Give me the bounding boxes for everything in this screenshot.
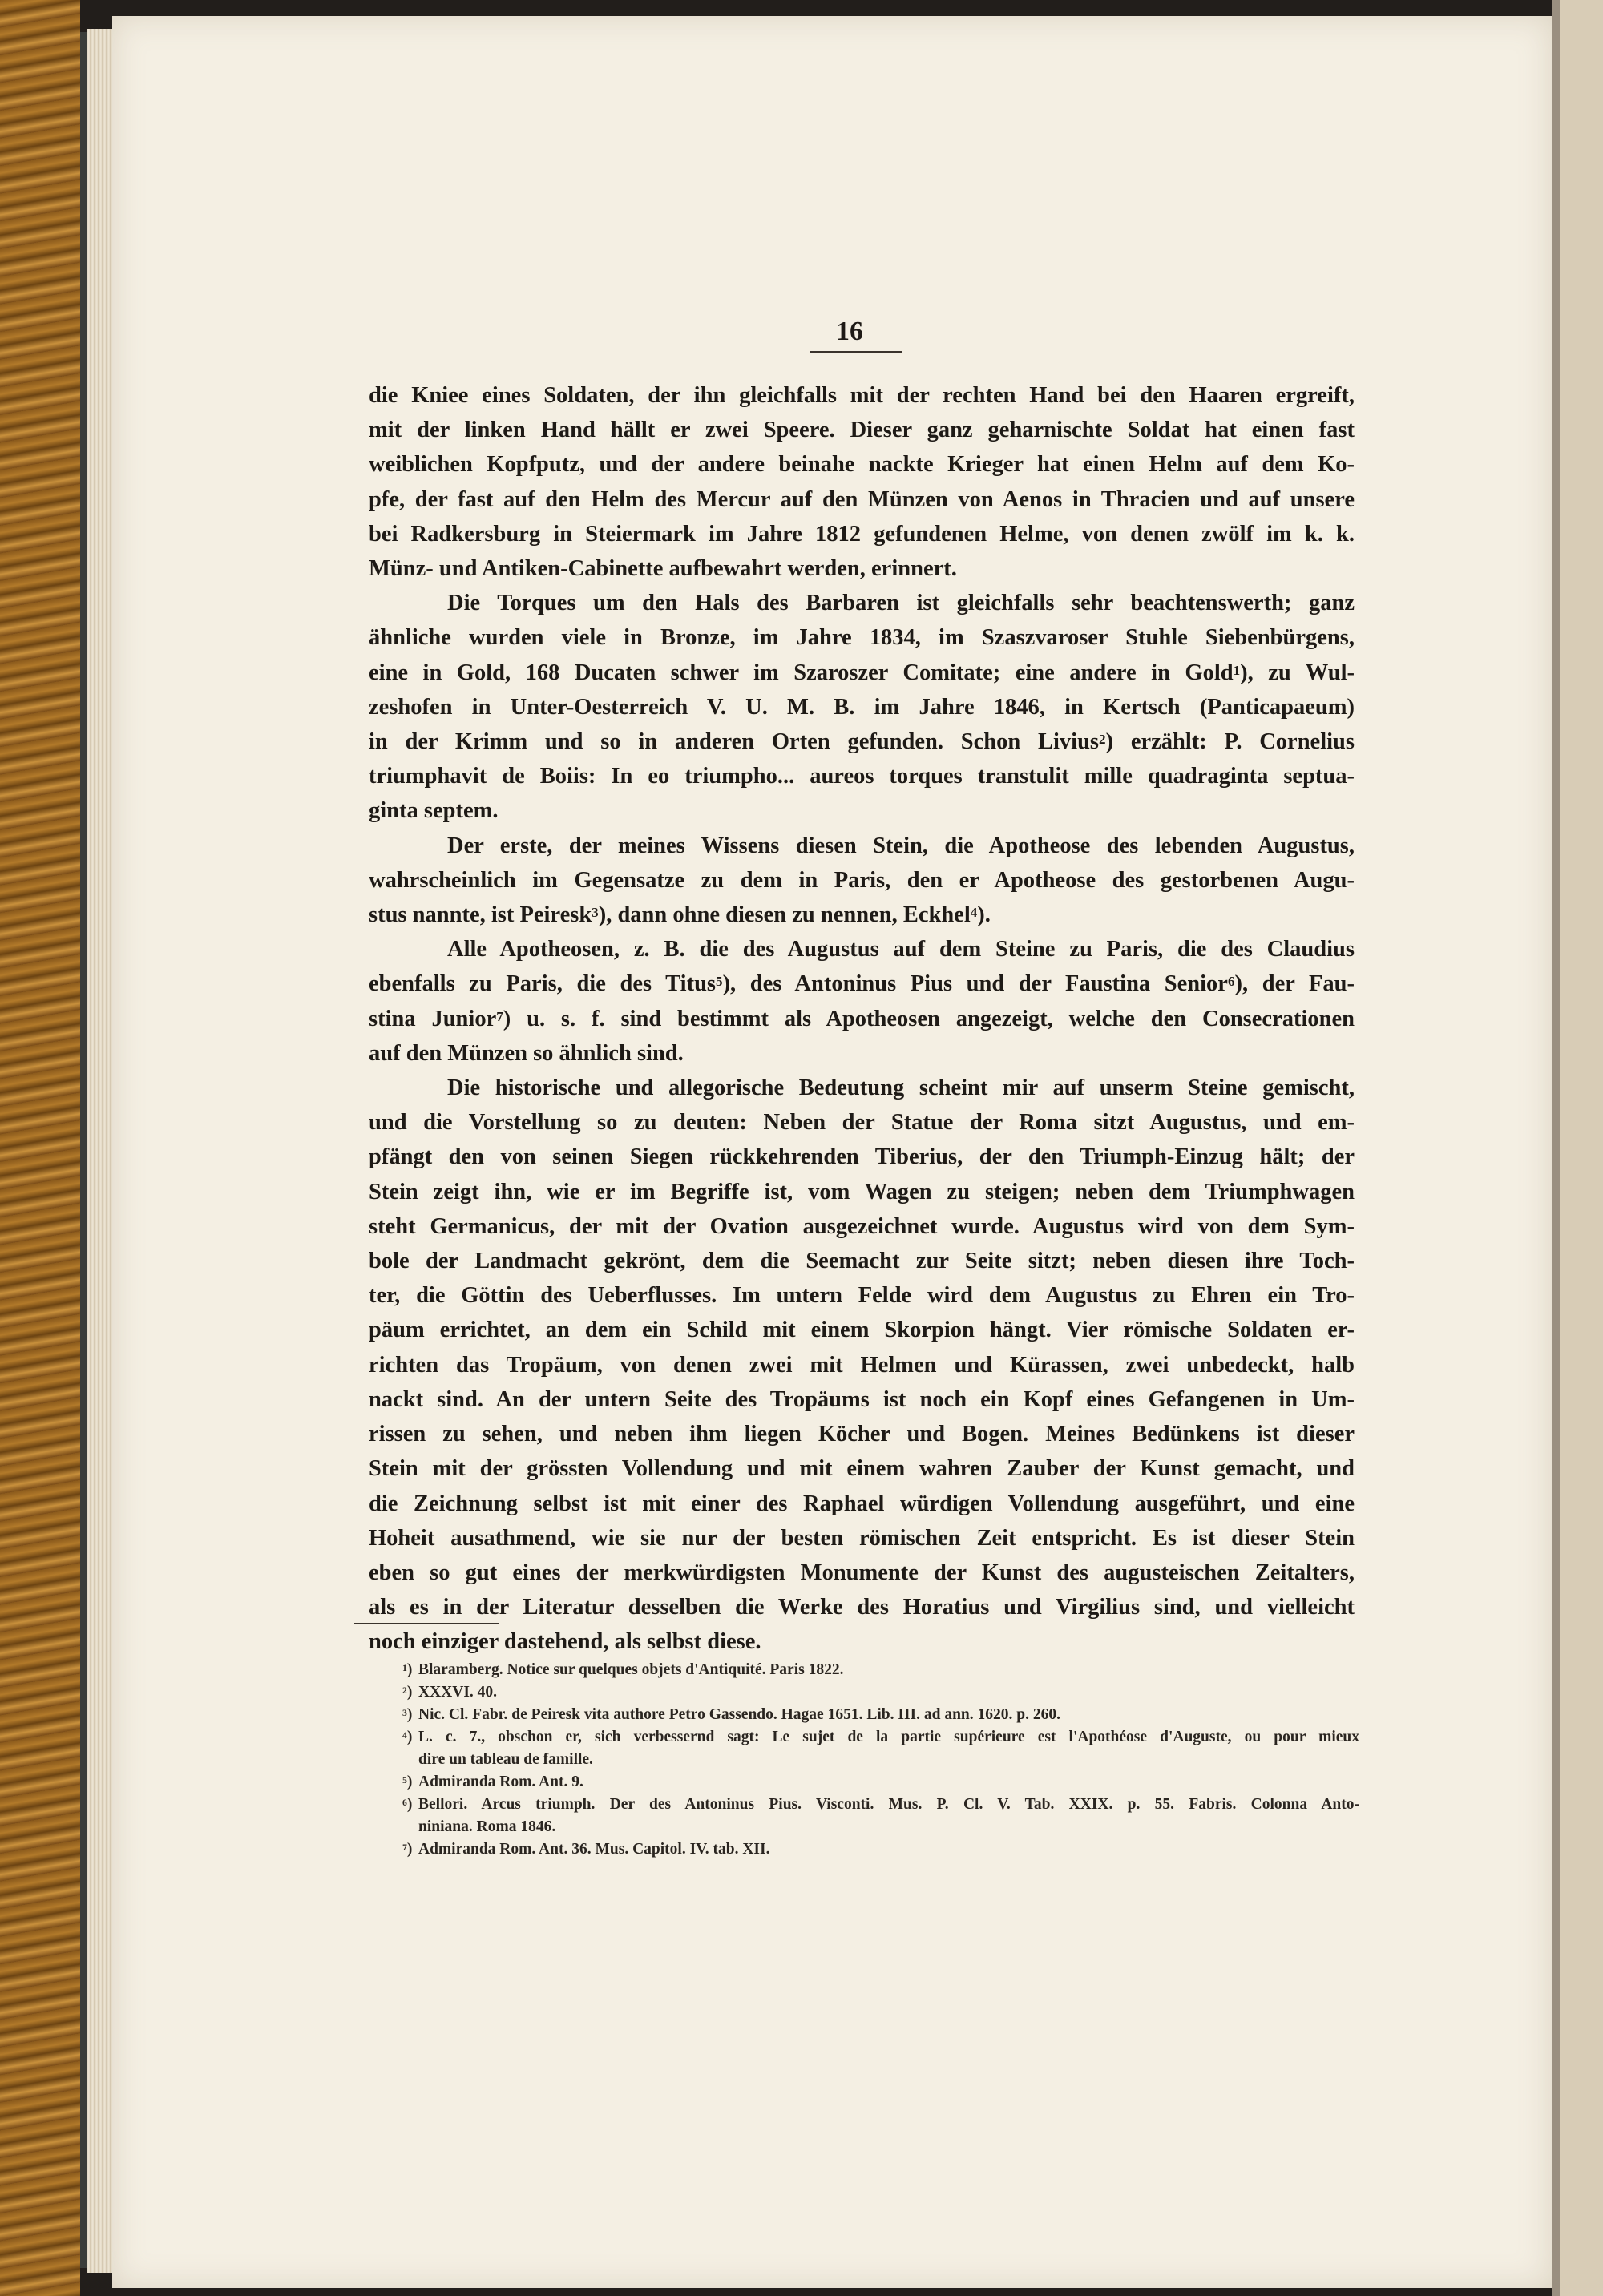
text-line — [369, 932, 1355, 966]
text-fragment: ). — [977, 902, 991, 928]
text-fragment: ), dann ohne diesen zu nennen, Eckhel — [598, 902, 971, 928]
text-line — [369, 620, 1355, 655]
page-edges — [87, 29, 114, 2273]
footnote-line — [402, 1794, 1359, 1816]
footnote-text: XXXVI. 40. — [418, 1684, 498, 1701]
facing-page-shadow — [1552, 0, 1560, 2296]
text-fragment: ebenfalls zu Paris, die des Titus — [369, 971, 717, 997]
text-line — [369, 517, 1355, 551]
text-fragment: weiblichen Kopfputz, und der andere beinahe nackte Krieger hat einen Helm auf dem Ko- — [369, 452, 1355, 478]
text-line — [369, 1313, 1355, 1347]
text-fragment: ), der Fau- — [1234, 971, 1355, 997]
text-line — [369, 1556, 1355, 1590]
text-fragment: Die Torques um den Hals des Barbaren ist gleichfalls sehr beachtenswerth; ganz — [447, 591, 1355, 616]
footnote-marker-wrap: $^1$) — [402, 1661, 413, 1678]
footnote-marker-wrap: $^5$) — [402, 1773, 413, 1790]
text-line — [369, 1487, 1355, 1521]
text-fragment: ) u. s. f. sind bestimmt als Apotheosen angezeigt, welche den Consecrationen — [503, 1006, 1355, 1031]
book-cover-marbled — [0, 0, 80, 2296]
text-line — [369, 793, 1355, 828]
footnote-text: dire un tableau de famille. — [418, 1751, 593, 1768]
page-number-rule — [810, 351, 902, 353]
footnote-marker-wrap: $^2$) — [402, 1684, 413, 1701]
text-fragment: in der Krimm und so in anderen Orten gefunden. Schon Livius — [369, 729, 1100, 755]
footnote-marker: 1 — [402, 1662, 407, 1673]
footnote-line — [418, 1816, 1359, 1838]
text-line — [369, 1036, 1355, 1071]
text-line — [369, 1348, 1355, 1382]
text-line — [369, 1002, 1355, 1036]
text-line — [369, 966, 1355, 1001]
text-fragment: ), des Antoninus Pius und der Faustina Senior — [722, 971, 1228, 997]
footnote-marker-wrap: $^6$) — [402, 1796, 413, 1813]
footnote-reference: 6 — [1227, 974, 1235, 990]
text-line — [369, 898, 1355, 932]
text-fragment: päum errichtet, an dem ein Schild mit einem Skorpion hängt. Vier römische Soldaten er- — [369, 1317, 1355, 1343]
footnote-marker: 7 — [402, 1842, 407, 1853]
text-line — [369, 724, 1355, 759]
text-fragment: mit der linken Hand hällt er zwei Speere. Dieser ganz geharnischte Soldat hat einen fast — [369, 418, 1355, 443]
footnote-line — [402, 1771, 1359, 1794]
text-fragment: steht Germanicus, der mit der Ovation ausgezeichnet wurde. Augustus wird von dem Sym- — [369, 1213, 1355, 1239]
text-fragment: bei Radkersburg in Steiermark im Jahre 1812 gefundenen Helme, von denen zwölf im k. k. — [369, 521, 1355, 547]
footnote-reference: 2 — [1099, 732, 1106, 748]
text-line — [369, 1451, 1355, 1486]
text-fragment: auf den Münzen so ähnlich sind. — [369, 1040, 684, 1066]
text-fragment: Alle Apotheosen, z. B. die des Augustus auf dem Steine zu Paris, die des Claudius — [447, 937, 1355, 962]
text-fragment: triumphavit de Boiis: In eo triumpho... aureos torques transtulit mille quadraginta septua- — [369, 764, 1355, 789]
footnote-rule — [354, 1623, 499, 1624]
text-line — [369, 690, 1355, 724]
text-fragment: Münz- und Antiken-Cabinette aufbewahrt werden, erinnert. — [369, 556, 957, 582]
text-fragment: Stein mit der grössten Vollendung und mit einem wahren Zauber der Kunst gemacht, und — [369, 1456, 1355, 1482]
text-line — [369, 413, 1355, 447]
text-fragment: bole der Landmacht gekrönt, dem die Seemacht zur Seite sitzt; neben diesen ihre Toch- — [369, 1249, 1355, 1274]
text-line — [369, 586, 1355, 620]
text-line — [369, 1244, 1355, 1278]
footnote-reference: 5 — [716, 974, 723, 990]
text-fragment: noch einziger dastehend, als selbst diese. — [369, 1629, 761, 1655]
text-line — [369, 551, 1355, 586]
facing-page — [1560, 0, 1603, 2296]
text-line — [369, 1175, 1355, 1209]
footnote-line — [402, 1659, 1359, 1681]
footnotes — [402, 1659, 1359, 1861]
footnote-line — [402, 1726, 1359, 1749]
footnote-line — [418, 1749, 1359, 1771]
footnote-marker: 2 — [402, 1685, 407, 1696]
text-fragment: die Kniee eines Soldaten, der ihn gleichfalls mit der rechten Hand bei den Haaren ergreift, — [369, 383, 1355, 408]
text-fragment: eine in Gold, 168 Ducaten schwer im Szaroszer Comitate; eine andere in Gold — [369, 660, 1234, 685]
text-line — [369, 378, 1355, 413]
footnote-marker-wrap: $^3$) — [402, 1706, 413, 1723]
footnote-marker: 6 — [402, 1797, 407, 1808]
text-fragment: Stein zeigt ihn, wie er im Begriffe ist, vom Wagen zu steigen; neben dem Triumphwagen — [369, 1179, 1355, 1204]
text-line — [369, 1209, 1355, 1244]
text-fragment: zeshofen in Unter-Oesterreich V. U. M. B. im Jahre 1846, in Kertsch (Panticapaeum) — [369, 694, 1355, 720]
footnote-text: L. c. 7., obschon er, sich verbessernd sagt: Le sujet de la partie supérieure est l'Apothéose d'Auguste, ou pour mieux — [418, 1729, 1359, 1745]
text-fragment: als es in der Literatur desselben die Werke des Horatius und Virgilius sind, und vielleicht — [369, 1595, 1355, 1620]
text-fragment: stus nannte, ist Peiresk — [369, 902, 592, 928]
footnote-marker: 5 — [402, 1774, 407, 1786]
footnote-reference: 3 — [592, 905, 599, 921]
text-fragment: die Zeichnung selbst ist mit einer des Raphael würdigen Vollendung ausgeführt, und eine — [369, 1491, 1355, 1516]
text-line — [369, 1382, 1355, 1417]
text-line — [369, 1624, 1355, 1659]
text-fragment: ähnliche wurden viele in Bronze, im Jahre 1834, im Szaszvaroser Stuhle Siebenbürgens, — [369, 625, 1355, 651]
footnote-reference: 4 — [970, 905, 978, 921]
text-fragment: stina Junior — [369, 1006, 497, 1031]
footnote-text: Nic. Cl. Fabr. de Peiresk vita authore Petro Gassendo. Hagae 1651. Lib. III. ad ann. 1620. p. 260. — [418, 1706, 1060, 1723]
text-fragment: und die Vorstellung so zu deuten: Neben der Statue der Roma sitzt Augustus, und em- — [369, 1110, 1355, 1136]
text-line — [369, 1590, 1355, 1624]
text-fragment: pfängt den von seinen Siegen rückkehrenden Tiberius, der den Triumph-Einzug hält; der — [369, 1144, 1355, 1170]
text-line — [369, 1278, 1355, 1313]
text-fragment: ) erzählt: P. Cornelius — [1105, 729, 1355, 755]
footnote-line — [402, 1838, 1359, 1861]
text-fragment: wahrscheinlich im Gegensatze zu dem in Paris, den er Apotheose des gestorbenen Augu- — [369, 867, 1355, 893]
text-fragment: ginta septem. — [369, 798, 499, 824]
text-line — [369, 447, 1355, 482]
text-line — [369, 656, 1355, 690]
footnote-text: niniana. Roma 1846. — [418, 1818, 556, 1835]
text-fragment: ), zu Wul- — [1240, 660, 1355, 685]
footnote-text: Bellori. Arcus triumph. Der des Antoninus Pius. Visconti. Mus. P. Cl. V. Tab. XXIX. p. 55. Fabris. Colonna Anto- — [418, 1796, 1359, 1813]
text-fragment: Die historische und allegorische Bedeutung scheint mir auf unserm Steine gemischt, — [447, 1075, 1355, 1101]
text-fragment: rissen zu sehen, und neben ihm liegen Köcher und Bogen. Meines Bedünkens ist dieser — [369, 1422, 1355, 1447]
text-line — [369, 829, 1355, 863]
text-line — [369, 482, 1355, 517]
footnote-line — [402, 1704, 1359, 1726]
text-fragment: richten das Tropäum, von denen zwei mit Helmen und Kürassen, zwei unbedeckt, halb — [369, 1352, 1355, 1378]
footnote-marker-wrap: $^7$) — [402, 1841, 413, 1858]
text-fragment: nackt sind. An der untern Seite des Tropäums ist noch ein Kopf eines Gefangenen in Um- — [369, 1386, 1355, 1412]
text-line — [369, 759, 1355, 793]
text-line — [369, 1105, 1355, 1140]
text-line — [369, 1417, 1355, 1451]
text-line — [369, 1140, 1355, 1174]
text-line — [369, 1071, 1355, 1105]
text-fragment: eben so gut eines der merkwürdigsten Monumente der Kunst des augusteischen Zeitalters, — [369, 1560, 1355, 1585]
text-line — [369, 1521, 1355, 1556]
text-fragment: Hoheit ausathmend, wie sie nur der besten römischen Zeit entspricht. Es ist dieser Stein — [369, 1525, 1355, 1551]
text-fragment: Der erste, der meines Wissens diesen Stein, die Apotheose des lebenden Augustus, — [447, 833, 1355, 858]
footnote-reference: 7 — [496, 1008, 503, 1024]
page-number: 16 — [836, 317, 863, 346]
footnote-line — [402, 1681, 1359, 1704]
text-fragment: pfe, der fast auf den Helm des Mercur auf den Münzen von Aenos in Thracien und auf unsere — [369, 486, 1355, 512]
footnote-text: Blaramberg. Notice sur quelques objets d'Antiquité. Paris 1822. — [418, 1661, 844, 1678]
footnote-marker: 4 — [402, 1729, 407, 1741]
footnote-marker: 3 — [402, 1707, 407, 1718]
footnote-text: Admiranda Rom. Ant. 9. — [418, 1773, 583, 1790]
text-fragment: ter, die Göttin des Ueberflusses. Im untern Felde wird dem Augustus zu Ehren ein Tro- — [369, 1283, 1355, 1309]
text-line — [369, 863, 1355, 898]
main-text — [369, 378, 1355, 1660]
footnote-text: Admiranda Rom. Ant. 36. Mus. Capitol. IV. tab. XII. — [418, 1841, 770, 1858]
footnote-reference: 1 — [1233, 662, 1241, 678]
footnote-marker-wrap: $^4$) — [402, 1729, 413, 1745]
